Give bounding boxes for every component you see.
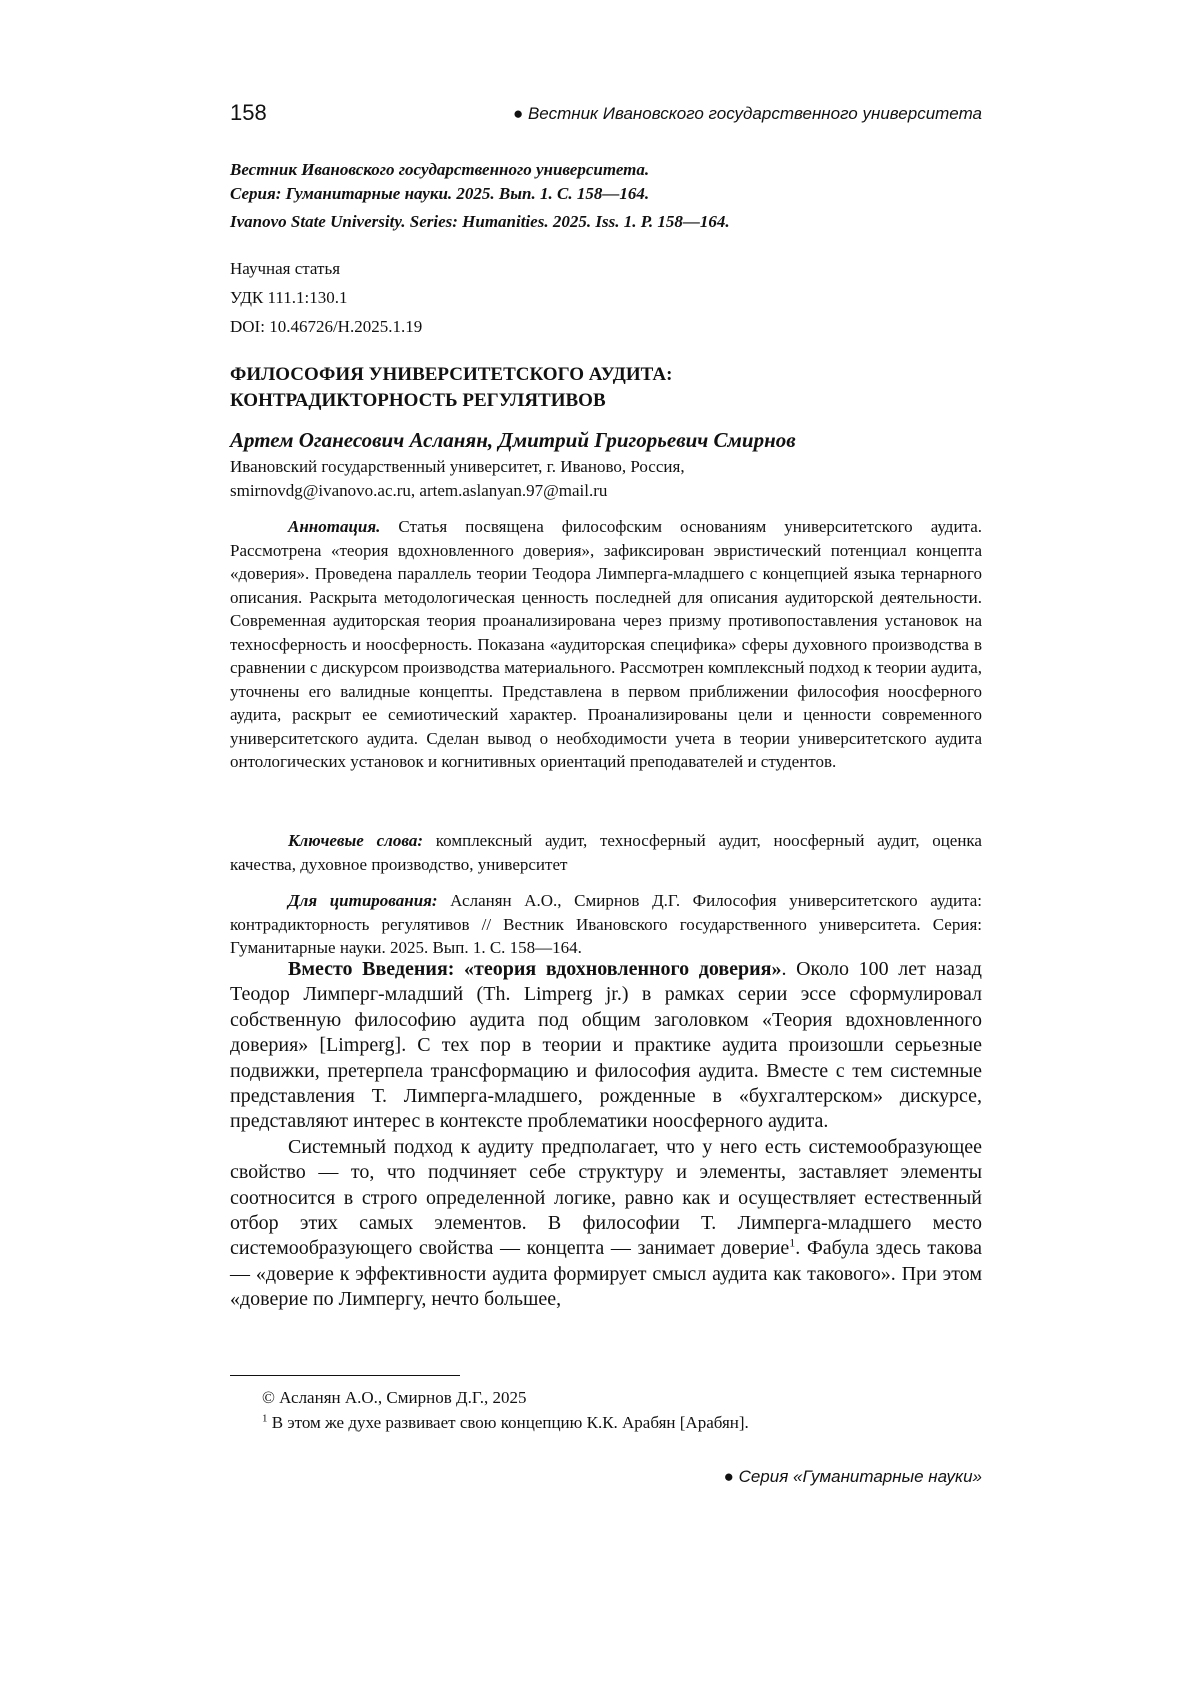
for-citation-text: Асланян А.О., Смирнов Д.Г. Философия университетского аудита: контрадикторность регулятивов // Вестник Ивановского государственного университета. Серия: Гуманитарные науки. 2025. Вып. 1. С. 158—164.: [230, 891, 982, 957]
abstract-label: Аннотация.: [288, 517, 381, 536]
article-body: [230, 957, 982, 1313]
citation-ru-line-2: Серия: Гуманитарные науки. 2025. Вып. 1. С. 158—164.: [230, 184, 650, 203]
citation-ru-line-1: Вестник Ивановского государственного университета.: [230, 160, 650, 179]
affiliation-line-1: Ивановский государственный университет, г. Иваново, Россия,: [230, 457, 685, 476]
body-paragraph-1: [230, 957, 982, 1135]
body-paragraph-2: [230, 1135, 982, 1313]
footnote-1-mark: 1: [262, 1412, 268, 1425]
affiliation-emails: smirnovdg@ivanovo.ac.ru, artem.aslanyan.97@mail.ru: [230, 481, 608, 500]
running-head: [230, 100, 982, 130]
authors: Артем Оганесович Асланян, Дмитрий Григорьевич Смирнов: [230, 428, 796, 452]
page-number: 158: [230, 100, 267, 125]
body-paragraph-1-text: . Около 100 лет назад Теодор Лимперг-младший (Th. Limperg jr.) в рамках серии эссе сформулировал собственную философию аудита под общим заголовком «Теория вдохновленного доверия» [Limperg]. С тех пор в теории и практике аудита произошли серьезные подвижки, претерпела трансформацию и философия аудита. Вместе с тем системные представления Т. Лимперга-младшего, рожденные в «бухгалтерском» дискурсе, представляют интерес в контексте проблематики ноосферного аудита.: [230, 958, 982, 1133]
abstract: [230, 515, 982, 774]
section-heading: Вместо Введения: «теория вдохновленного доверия»: [288, 958, 782, 980]
doi: DOI: 10.46726/H.2025.1.19: [230, 317, 423, 336]
keywords: [230, 829, 982, 877]
article-title: [230, 362, 982, 414]
article-title-line-1: ФИЛОСОФИЯ УНИВЕРСИТЕТСКОГО АУДИТА:: [230, 364, 673, 385]
affiliation: [230, 455, 685, 503]
journal-running-title: ● Вестник Ивановского государственного университета: [512, 104, 982, 123]
footnote-divider: [230, 1375, 460, 1376]
article-title-line-2: КОНТРАДИКТОРНОСТЬ РЕГУЛЯТИВОВ: [230, 390, 606, 411]
footnotes: [262, 1385, 749, 1435]
citation-block: [230, 158, 982, 234]
for-citation-label: Для цитирования:: [288, 891, 438, 910]
body-paragraph-2-part-2: . Фабула здесь такова — «доверие к эффективности аудита формирует смысл аудита как такового». При этом «доверие по Лимпергу, нечто большее,: [230, 1237, 982, 1311]
citation-en: Ivanovo State University. Series: Humanities. 2025. Iss. 1. P. 158—164.: [230, 212, 730, 231]
article-meta: [230, 254, 422, 341]
footnote-ref-1[interactable]: 1: [789, 1235, 796, 1250]
footnote-1-text: В этом же духе развивает свою концепцию К.К. Арабян [Арабян].: [267, 1413, 749, 1432]
keywords-text: комплексный аудит, техносферный аудит, ноосферный аудит, оценка качества, духовное производство, университет: [230, 831, 982, 874]
footnote-1: [262, 1410, 749, 1435]
series-footer: ● Серия «Гуманитарные науки»: [723, 1467, 982, 1486]
keywords-label: Ключевые слова:: [288, 831, 424, 850]
article-type: Научная статья: [230, 259, 341, 278]
copyright-note: © Асланян А.О., Смирнов Д.Г., 2025: [262, 1388, 527, 1407]
for-citation: [230, 889, 982, 960]
udc-code: УДК 111.1:130.1: [230, 288, 348, 307]
body-paragraph-2-part-1: Системный подход к аудиту предполагает, что у него есть системообразующее свойство — то, что подчиняет себе структуру и элементы, заставляет элементы соотносится в строго определенной логике, равно как и осуществляет естественный отбор этих самых элементов. В философии Т. Лимперга-младшего место системообразующего свойства — концепта — занимает доверие: [230, 1135, 982, 1260]
abstract-text: Статья посвящена философским основаниям университетского аудита. Рассмотрена «теория вдохновленного доверия», зафиксирован эвристический потенциал концепта «доверия». Проведена параллель теории Теодора Лимперга-младшего с концепцией языка тернарного описания. Раскрыта методологическая ценность последней для описания аудиторской деятельности. Современная аудиторская теория проанализирована через призму противопоставления установок на техносферность и ноосферность. Показана «аудиторская специфика» сферы духовного производства в сравнении с дискурсом производства материального. Рассмотрен комплексный подход к теории аудита, уточнены его валидные концепты. Представлена в первом приближении философия ноосферного аудита, раскрыт ее семиотический характер. Проанализированы цели и ценности современного университетского аудита. Сделан вывод о необходимости учета в теории университетского аудита онтологических установок и когнитивных ориентаций преподавателей и студентов.: [230, 517, 982, 771]
